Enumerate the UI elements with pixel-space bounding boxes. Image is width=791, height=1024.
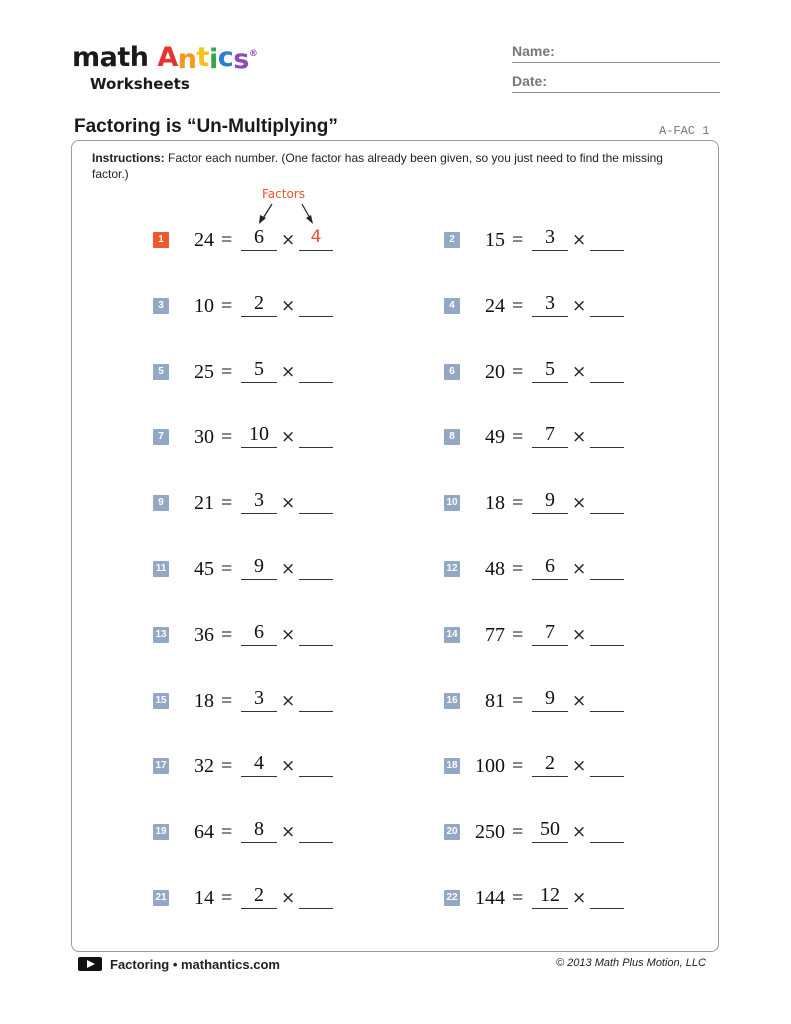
given-factor [532,357,568,383]
logo-letter: t [196,42,209,73]
given-factor [241,817,277,843]
factors-arrows [240,200,330,226]
problem-number-badge: 9 [153,495,169,511]
times-sign: × [572,624,587,645]
times-sign: × [281,888,296,908]
arrowhead-right-icon [306,215,313,224]
given-factor-value: 6 [254,620,264,643]
given-factor [241,554,277,580]
equals-sign: = [221,294,233,317]
times-sign: × [281,756,296,777]
missing-factor-blank[interactable] [590,291,624,317]
given-factor [532,291,568,317]
given-factor [241,291,277,317]
problem-value: 10 [194,294,214,317]
logo-letter: i [208,44,218,75]
given-factor-value: 5 [254,357,264,380]
given-factor [241,883,277,909]
problem-number-badge: 4 [444,298,460,314]
given-factor [532,751,568,777]
given-factor-value: 4 [254,752,264,775]
logo-word-antics [157,42,257,73]
missing-factor-blank[interactable] [299,751,333,777]
problem-number-badge: 18 [444,758,460,774]
problem-number-badge: 11 [153,561,169,577]
equals-sign: = [512,294,524,317]
date-field[interactable] [512,70,720,93]
equals-sign: = [512,492,524,515]
missing-factor-blank[interactable] [299,291,333,317]
missing-factor-blank[interactable] [590,620,624,646]
logo-word-math: math [72,42,149,73]
given-factor-value: 2 [545,752,555,775]
equals-sign: = [512,360,524,383]
page-title: Factoring is “Un-Multiplying” [74,116,338,137]
problem-number-badge: 17 [153,758,169,774]
given-factor [532,488,568,514]
missing-factor-blank[interactable] [590,422,624,448]
times-sign: × [572,361,587,382]
problem-value: 14 [194,887,214,909]
given-factor-value: 7 [545,423,555,446]
given-factor-value: 2 [254,291,264,314]
missing-factor-blank[interactable] [590,686,624,712]
equals-sign: = [221,623,233,646]
problem-item [153,686,353,716]
given-factor-value: 2 [254,884,264,906]
problem-number-badge: 10 [444,495,460,511]
problem-value: 20 [485,360,505,383]
problem-number-badge: 2 [444,232,460,248]
problem-item [444,554,644,584]
given-factor [532,620,568,646]
equals-sign: = [512,623,524,646]
problem-item [153,751,353,781]
equals-sign: = [221,492,233,515]
given-factor-value: 50 [540,818,560,841]
missing-factor-blank[interactable] [590,751,624,777]
problem-value: 77 [485,623,505,646]
instructions-label: Instructions: [92,151,165,165]
problem-value: 49 [485,426,505,449]
given-factor [532,225,568,251]
given-factor [241,620,277,646]
problem-value: 18 [194,689,214,712]
problem-value: 30 [194,426,214,449]
instructions-text: Factor each number. (One factor has already been given, so you just need to find the missing factor.) [92,151,663,181]
equals-sign: = [221,360,233,383]
equals-sign: = [221,558,233,580]
times-sign: × [572,756,587,777]
problem-item [444,291,644,321]
times-sign: × [572,493,587,514]
problem-item [444,883,644,913]
times-sign: × [281,427,296,448]
given-factor [532,422,568,448]
given-factor [532,817,568,843]
problem-item [153,554,353,584]
name-field[interactable] [512,40,720,63]
given-factor [532,686,568,712]
problem-value: 21 [194,492,214,515]
given-factor-value: 3 [254,489,264,512]
problem-item [153,488,353,518]
missing-factor-blank[interactable] [590,225,624,251]
times-sign: × [572,822,587,843]
equals-sign: = [221,426,233,449]
given-factor [241,422,277,448]
given-factor [241,751,277,777]
equals-sign: = [221,689,233,712]
times-sign: × [572,888,587,908]
missing-factor-blank[interactable] [590,554,624,580]
logo-letter: s [233,44,249,75]
logo-letter: n [177,44,197,75]
problem-item [153,291,353,321]
equals-sign: = [512,426,524,449]
given-factor-value: 9 [254,555,264,577]
missing-factor-blank[interactable] [299,883,333,909]
problem-item [444,817,644,847]
times-sign: × [572,559,587,579]
given-factor [532,554,568,580]
problem-item [153,817,353,847]
problem-value: 15 [485,229,505,251]
given-factor [532,883,568,909]
problem-value: 100 [475,755,505,778]
equals-sign: = [512,558,524,580]
missing-factor-blank[interactable] [590,357,624,383]
problem-number-badge: 14 [444,627,460,643]
problem-value: 24 [485,294,505,317]
problem-value: 144 [475,887,505,909]
given-factor-value: 5 [545,357,555,380]
problem-value: 81 [485,689,505,712]
times-sign: × [281,361,296,382]
example-answer: 4 [310,227,322,247]
times-sign: × [572,690,587,711]
given-factor-value: 9 [545,686,555,709]
problem-number-badge: 3 [153,298,169,314]
times-sign: × [281,559,296,579]
equals-sign: = [221,755,233,778]
problem-value: 64 [194,821,214,844]
missing-factor-blank[interactable] [590,817,624,843]
equals-sign: = [512,689,524,712]
problem-item [153,225,353,255]
problem-number-badge: 21 [153,890,169,906]
problem-value: 250 [475,821,505,844]
problem-item [444,422,644,452]
problem-number-badge: 16 [444,693,460,709]
times-sign: × [572,230,587,250]
problem-number-badge: 1 [153,232,169,248]
missing-factor-blank[interactable] [590,883,624,909]
missing-factor-blank[interactable] [299,686,333,712]
times-sign: × [281,624,296,645]
equals-sign: = [512,229,524,251]
missing-factor-blank[interactable] [299,817,333,843]
given-factor-value: 3 [545,226,555,248]
name-label: Name: [512,43,555,59]
footer-text: Factoring • mathantics.com [110,957,280,972]
times-sign: × [281,822,296,843]
problem-item [153,620,353,650]
factors-annotation: Factors [262,187,305,201]
problem-item [153,422,353,452]
missing-factor-blank[interactable] [299,225,333,251]
given-factor [241,686,277,712]
date-label: Date: [512,73,548,89]
missing-factor-blank[interactable] [299,488,333,514]
times-sign: × [572,295,587,316]
instructions [92,150,692,182]
problem-value: 18 [485,492,505,515]
logo-subtitle: Worksheets [90,75,190,93]
logo [72,42,258,100]
problem-number-badge: 13 [153,627,169,643]
equals-sign: = [512,821,524,844]
times-sign: × [281,493,296,514]
missing-factor-blank[interactable] [299,422,333,448]
given-factor-value: 6 [545,555,555,577]
given-factor [241,488,277,514]
logo-wordmark [72,42,258,75]
problem-number-badge: 12 [444,561,460,577]
problem-item [153,883,353,913]
problem-item [444,225,644,255]
given-factor-value: 9 [545,489,555,512]
problem-value: 32 [194,755,214,778]
equals-sign: = [221,821,233,844]
problem-item [444,686,644,716]
times-sign: × [281,295,296,316]
problem-value: 48 [485,558,505,580]
registered-mark: ® [248,49,258,59]
times-sign: × [281,690,296,711]
logo-letter: c [217,42,234,73]
problem-item [444,620,644,650]
problem-number-badge: 5 [153,364,169,380]
problem-number-badge: 6 [444,364,460,380]
missing-factor-blank[interactable] [299,620,333,646]
problem-number-badge: 20 [444,824,460,840]
problem-number-badge: 19 [153,824,169,840]
given-factor-value: 3 [254,686,264,709]
equals-sign: = [221,229,233,251]
problem-value: 36 [194,623,214,646]
logo-letter: A [157,42,178,73]
problem-item [444,488,644,518]
problem-value: 24 [194,229,214,251]
given-factor-value: 12 [540,884,560,906]
play-icon [78,957,102,971]
missing-factor-blank[interactable] [299,554,333,580]
given-factor [241,357,277,383]
missing-factor-blank[interactable] [299,357,333,383]
problem-value: 25 [194,360,214,383]
equals-sign: = [221,887,233,909]
given-factor-value: 8 [254,818,264,841]
equals-sign: = [512,755,524,778]
problem-item [444,357,644,387]
given-factor-value: 7 [545,620,555,643]
problem-number-badge: 7 [153,429,169,445]
copyright: © 2013 Math Plus Motion, LLC [556,957,706,969]
equals-sign: = [512,887,524,909]
problem-item [153,357,353,387]
given-factor-value: 3 [545,291,555,314]
problem-number-badge: 8 [444,429,460,445]
missing-factor-blank[interactable] [590,488,624,514]
times-sign: × [281,230,296,250]
given-factor-value: 10 [249,423,269,446]
problem-number-badge: 15 [153,693,169,709]
times-sign: × [572,427,587,448]
given-factor [241,225,277,251]
problem-value: 45 [194,558,214,580]
problem-item [444,751,644,781]
given-factor-value: 6 [254,226,264,248]
worksheet-code: A-FAC 1 [659,124,710,138]
problem-number-badge: 22 [444,890,460,906]
